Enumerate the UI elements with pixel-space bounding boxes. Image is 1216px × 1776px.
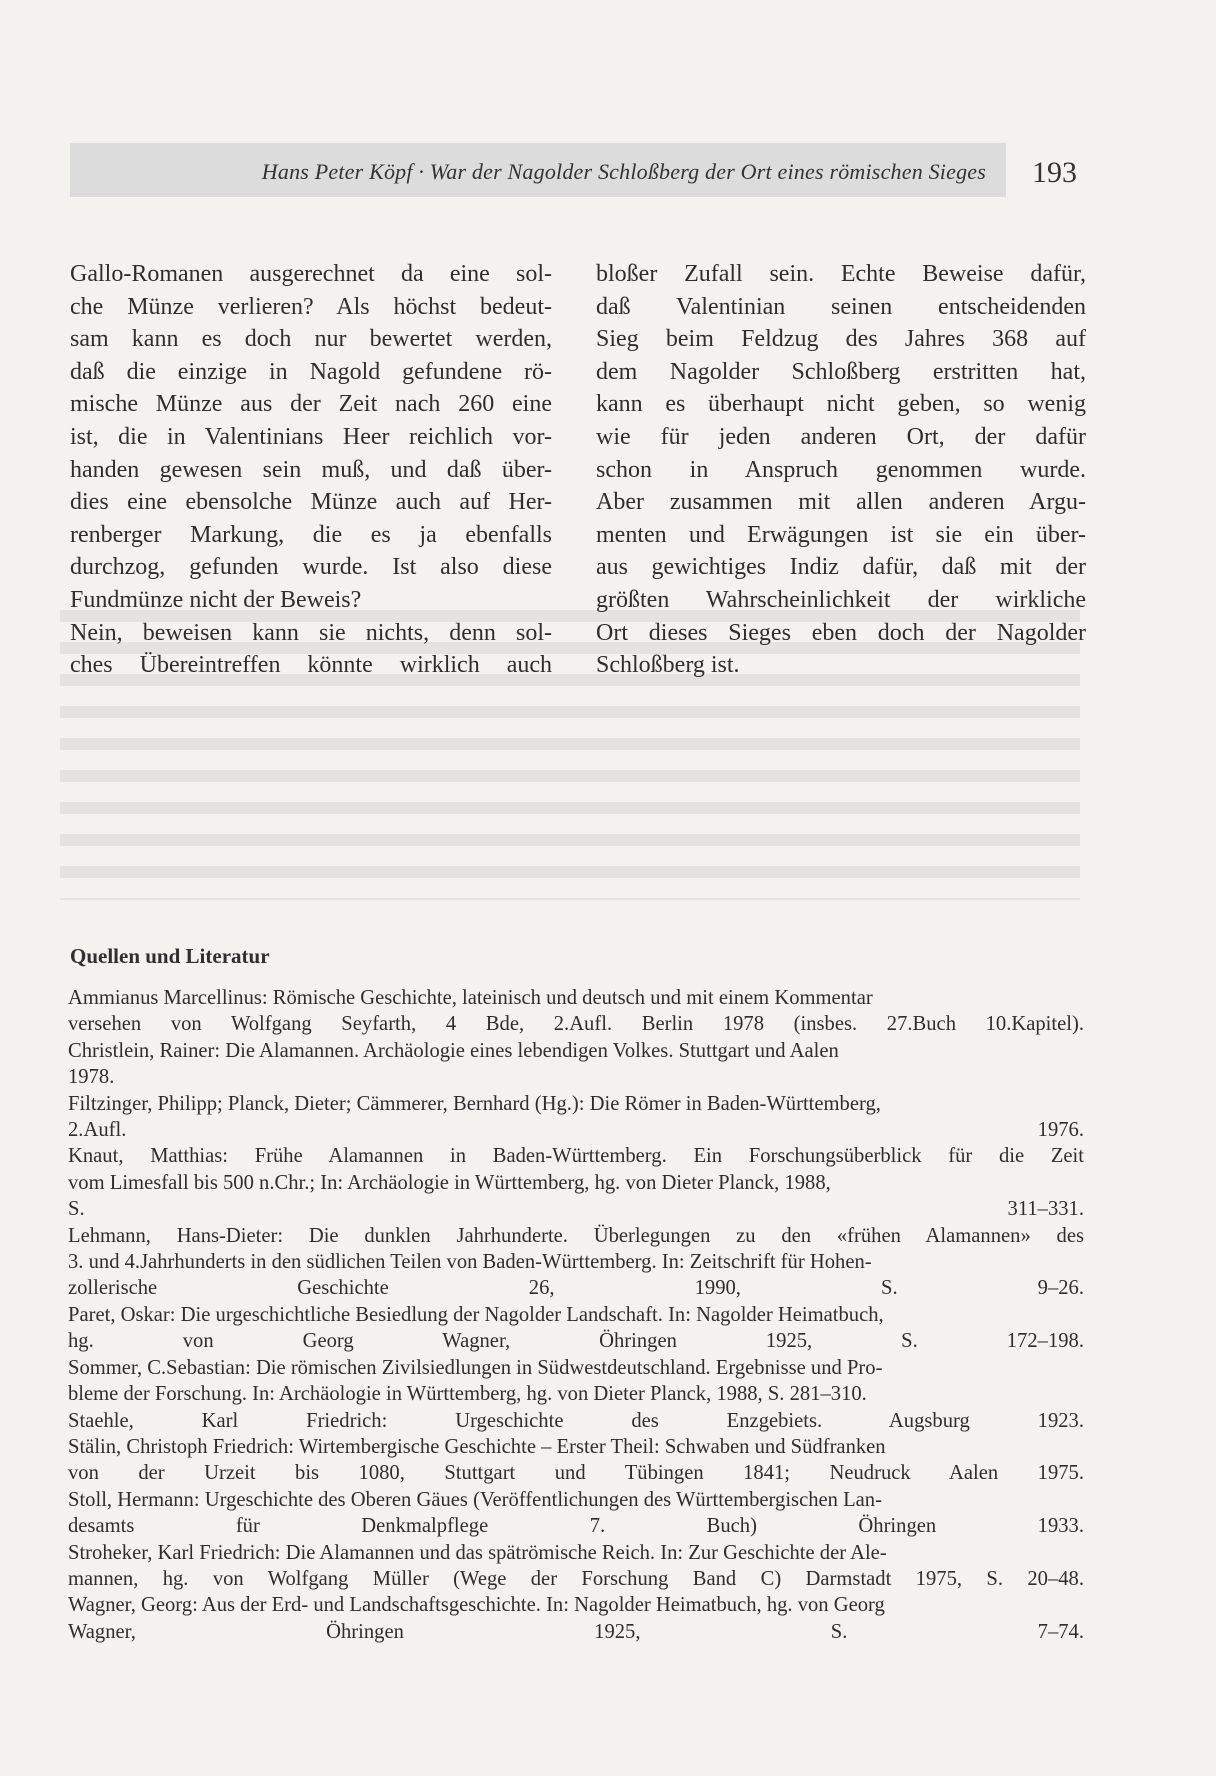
reference-line: zollerische Geschichte 26, 1990, S. 9–26. bbox=[68, 1277, 1084, 1300]
text-line: Nein, beweisen kann sie nichts, denn sol- bbox=[70, 619, 552, 646]
text-line: renberger Markung, die es ja ebenfalls bbox=[70, 521, 552, 548]
text-line: Fundmünze nicht der Beweis? bbox=[70, 586, 362, 613]
text-line: dem Nagolder Schloßberg erstritten hat, bbox=[596, 358, 1086, 385]
text-line: durchzog, gefunden wurde. Ist also diese bbox=[70, 554, 552, 581]
references-heading: Quellen und Literatur bbox=[70, 944, 270, 968]
text-line: bloßer Zufall sein. Echte Beweise dafür, bbox=[596, 261, 1086, 287]
reference-line: Filtzinger, Philipp; Planck, Dieter; Cämmerer, Bernhard (Hg.): Die Römer in Baden-Württemberg, bbox=[68, 1092, 881, 1115]
text-line: mische Münze aus der Zeit nach 260 eine bbox=[70, 391, 552, 418]
text-line: Schloßberg ist. bbox=[596, 652, 740, 679]
text-line: daß die einzige in Nagold gefundene rö- bbox=[70, 358, 552, 385]
reference-line: Lehmann, Hans-Dieter: Die dunklen Jahrhunderte. Überlegungen zu den «frühen Alamannen» des bbox=[68, 1224, 1084, 1247]
reference-line: Paret, Oskar: Die urgeschichtliche Besiedlung der Nagolder Landschaft. In: Nagolder Heimatbuch, bbox=[68, 1303, 884, 1326]
reference-line: Knaut, Matthias: Frühe Alamannen in Baden-Württemberg. Ein Forschungsüberblick für die Zeit bbox=[68, 1145, 1084, 1168]
text-line: Aber zusammen mit allen anderen Argu- bbox=[596, 489, 1086, 516]
reference-line: versehen von Wolfgang Seyfarth, 4 Bde, 2.Aufl. Berlin 1978 (insbes. 27.Buch 10.Kapitel). bbox=[68, 1013, 1084, 1036]
reference-line: mannen, hg. von Wolfgang Müller (Wege der Forschung Band C) Darmstadt 1975, S. 20–48. bbox=[68, 1567, 1084, 1590]
reference-line: Staehle, Karl Friedrich: Urgeschichte des Enzgebiets. Augsburg 1923. bbox=[68, 1409, 1084, 1432]
text-line: wie für jeden anderen Ort, der dafür bbox=[596, 423, 1086, 450]
text-line: schon in Anspruch genommen wurde. bbox=[596, 456, 1086, 483]
text-line: Gallo-Romanen ausgerechnet da eine sol- bbox=[70, 261, 552, 287]
reference-line: 3. und 4.Jahrhunderts in den südlichen Teilen von Baden-Württemberg. In: Zeitschrift für Hohen- bbox=[68, 1251, 872, 1274]
text-line: größten Wahrscheinlichkeit der wirkliche bbox=[596, 586, 1086, 613]
text-column-right bbox=[596, 258, 1086, 682]
text-line: Ort dieses Sieges eben doch der Nagolder bbox=[596, 619, 1086, 646]
reference-line: Stoll, Hermann: Urgeschichte des Oberen Gäues (Veröffentlichungen des Württembergischen Lan- bbox=[68, 1488, 882, 1511]
text-line: kann es überhaupt nicht geben, so wenig bbox=[596, 391, 1086, 418]
reference-line: Wagner, Öhringen 1925, S. 7–74. bbox=[68, 1620, 1084, 1643]
reference-line: desamts für Denkmalpflege 7. Buch) Öhringen 1933. bbox=[68, 1515, 1084, 1538]
reference-line: Sommer, C.Sebastian: Die römischen Zivilsiedlungen in Südwestdeutschland. Ergebnisse und Pro- bbox=[68, 1356, 883, 1379]
reference-line: Stroheker, Karl Friedrich: Die Alamannen und das spätrömische Reich. In: Zur Geschichte der Ale- bbox=[68, 1541, 887, 1564]
running-header bbox=[70, 143, 1006, 197]
reference-line: 1978. bbox=[68, 1066, 115, 1089]
text-column-left bbox=[70, 258, 552, 682]
text-line: aus gewichtiges Indiz dafür, daß mit der bbox=[596, 554, 1086, 581]
text-line: Sieg beim Feldzug des Jahres 368 auf bbox=[596, 326, 1086, 353]
page-number: 193 bbox=[1032, 156, 1077, 189]
reference-line: hg. von Georg Wagner, Öhringen 1925, S. 172–198. bbox=[68, 1330, 1084, 1353]
references-list bbox=[68, 985, 1084, 1645]
text-line: dies eine ebensolche Münze auch auf Her- bbox=[70, 489, 552, 516]
text-line: daß Valentinian seinen entscheidenden bbox=[596, 293, 1086, 320]
reference-line: Stälin, Christoph Friedrich: Wirtembergische Geschichte – Erster Theil: Schwaben und Südfranken bbox=[68, 1435, 886, 1458]
reference-line: S. 311–331. bbox=[68, 1198, 1084, 1221]
reference-line: Wagner, Georg: Aus der Erd- und Landschaftsgeschichte. In: Nagolder Heimatbuch, hg. von Georg bbox=[68, 1594, 885, 1617]
text-line: che Münze verlieren? Als höchst bedeut- bbox=[70, 293, 552, 320]
reference-line: 2.Aufl. 1976. bbox=[68, 1119, 1084, 1142]
reference-line: bleme der Forschung. In: Archäologie in Württemberg, hg. von Dieter Planck, 1988, S. 281–310. bbox=[68, 1383, 867, 1406]
text-line: ist, die in Valentinians Heer reichlich vor- bbox=[70, 423, 552, 450]
text-line: menten und Erwägungen ist sie ein über- bbox=[596, 521, 1086, 548]
reference-line: von der Urzeit bis 1080, Stuttgart und Tübingen 1841; Neudruck Aalen 1975. bbox=[68, 1462, 1084, 1485]
reference-line: Ammianus Marcellinus: Römische Geschichte, lateinisch und deutsch und mit einem Kommentar bbox=[68, 987, 873, 1009]
text-line: ches Übereintreffen könnte wirklich auch bbox=[70, 652, 552, 679]
running-title: Hans Peter Köpf · War der Nagolder Schloßberg der Ort eines römischen Sieges bbox=[261, 159, 986, 184]
text-line: handen gewesen sein muß, und daß über- bbox=[70, 456, 552, 483]
reference-line: Christlein, Rainer: Die Alamannen. Archäologie eines lebendigen Volkes. Stuttgart und Aalen bbox=[68, 1039, 839, 1062]
text-line: sam kann es doch nur bewertet werden, bbox=[70, 326, 552, 353]
reference-line: vom Limesfall bis 500 n.Chr.; In: Archäologie in Württemberg, hg. von Dieter Planck, 1988, bbox=[68, 1171, 831, 1194]
